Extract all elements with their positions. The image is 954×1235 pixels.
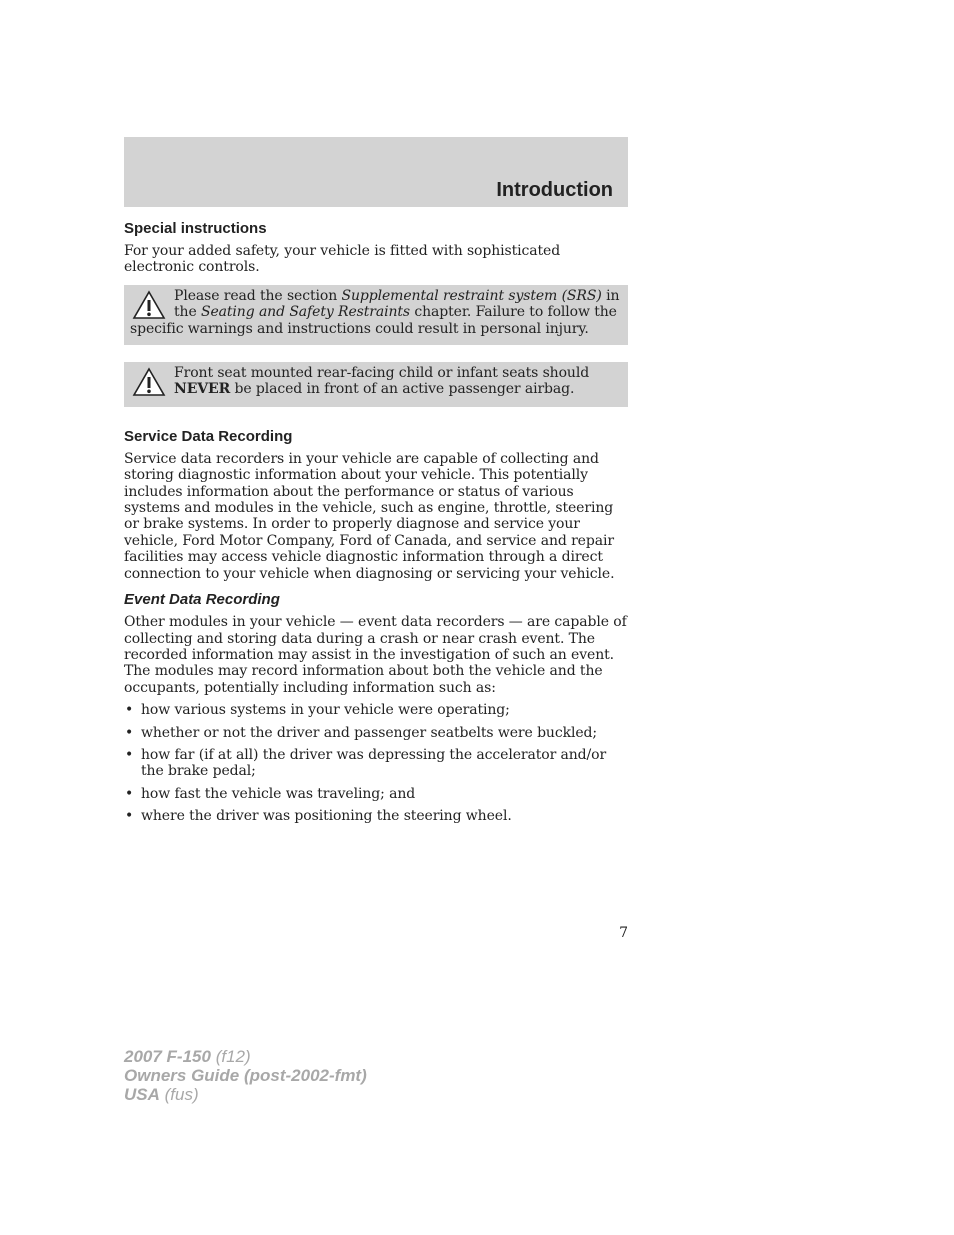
warning-text: Front seat mounted rear-facing child or infant seats should [174, 365, 590, 382]
list-item: • how various systems in your vehicle were operating; [125, 702, 510, 719]
warning-triangle-icon [132, 367, 166, 397]
warning-box-child-seat [124, 362, 628, 407]
warning-text: chapter. Failure to follow the specific warnings and instructions could result in personal injury. [130, 304, 617, 337]
list-item: • how far (if at all) the driver was depressing the accelerator and/or the brake pedal; [125, 746, 607, 780]
list-item: • where the driver was positioning the steering wheel. [125, 808, 512, 825]
page-number: 7 [619, 925, 628, 941]
warning-box-srs [124, 285, 628, 345]
warning-triangle-icon [132, 290, 166, 320]
document-footer [124, 1047, 367, 1104]
service-data-body: Service data recorders in your vehicle are capable of collecting and storing diagnostic information about your vehicle. This potentially includes information about the performance or status of various systems and modules in the vehicle, such as engine, throttle, steering or brake systems. In order to properly diagnose and service your vehicle, Ford Motor Company, Ford of Canada, and service and repair facilities may access vehicle diagnostic information through a direct connection to your vehicle when diagnosing or servicing your vehicle. [124, 450, 615, 582]
warning-text: in the [174, 287, 620, 321]
list-item: • whether or not the driver and passenger seatbelts were buckled; [125, 724, 598, 741]
event-data-list [124, 702, 628, 824]
event-data-body: Other modules in your vehicle — event data recorders — are capable of collecting and storing data during a crash or near crash event. The recorded information may assist in the investigation of such an event. The modules may record information about both the vehicle and the occupants, potentially including information such as: [124, 614, 627, 696]
event-data-heading: Event Data Recording [124, 591, 280, 609]
list-item: • how fast the vehicle was traveling; and [125, 785, 416, 802]
chapter-title: Introduction [496, 179, 613, 201]
chapter-header-band [124, 137, 628, 207]
service-data-heading: Service Data Recording [124, 427, 293, 445]
warning-bold-never: NEVER [174, 381, 231, 398]
special-instructions-intro: For your added safety, your vehicle is fitted with sophisticated electronic controls. [124, 243, 561, 276]
warning-text: be placed in front of an active passenger airbag. [230, 381, 575, 398]
footer-line-guide: Owners Guide (post-2002-fmt) [124, 1066, 367, 1085]
warning-italic-chapter: Seating and Safety Restraints [200, 304, 410, 321]
warning-text: Please read the section [174, 287, 342, 304]
footer-line-market: USA (fus) [124, 1085, 199, 1104]
footer-line-model: 2007 F-150 (f12) [124, 1047, 251, 1066]
special-instructions-heading: Special instructions [124, 220, 267, 237]
warning-italic-srs: Supplemental restraint system (SRS) [341, 287, 602, 304]
page-content [124, 220, 628, 831]
